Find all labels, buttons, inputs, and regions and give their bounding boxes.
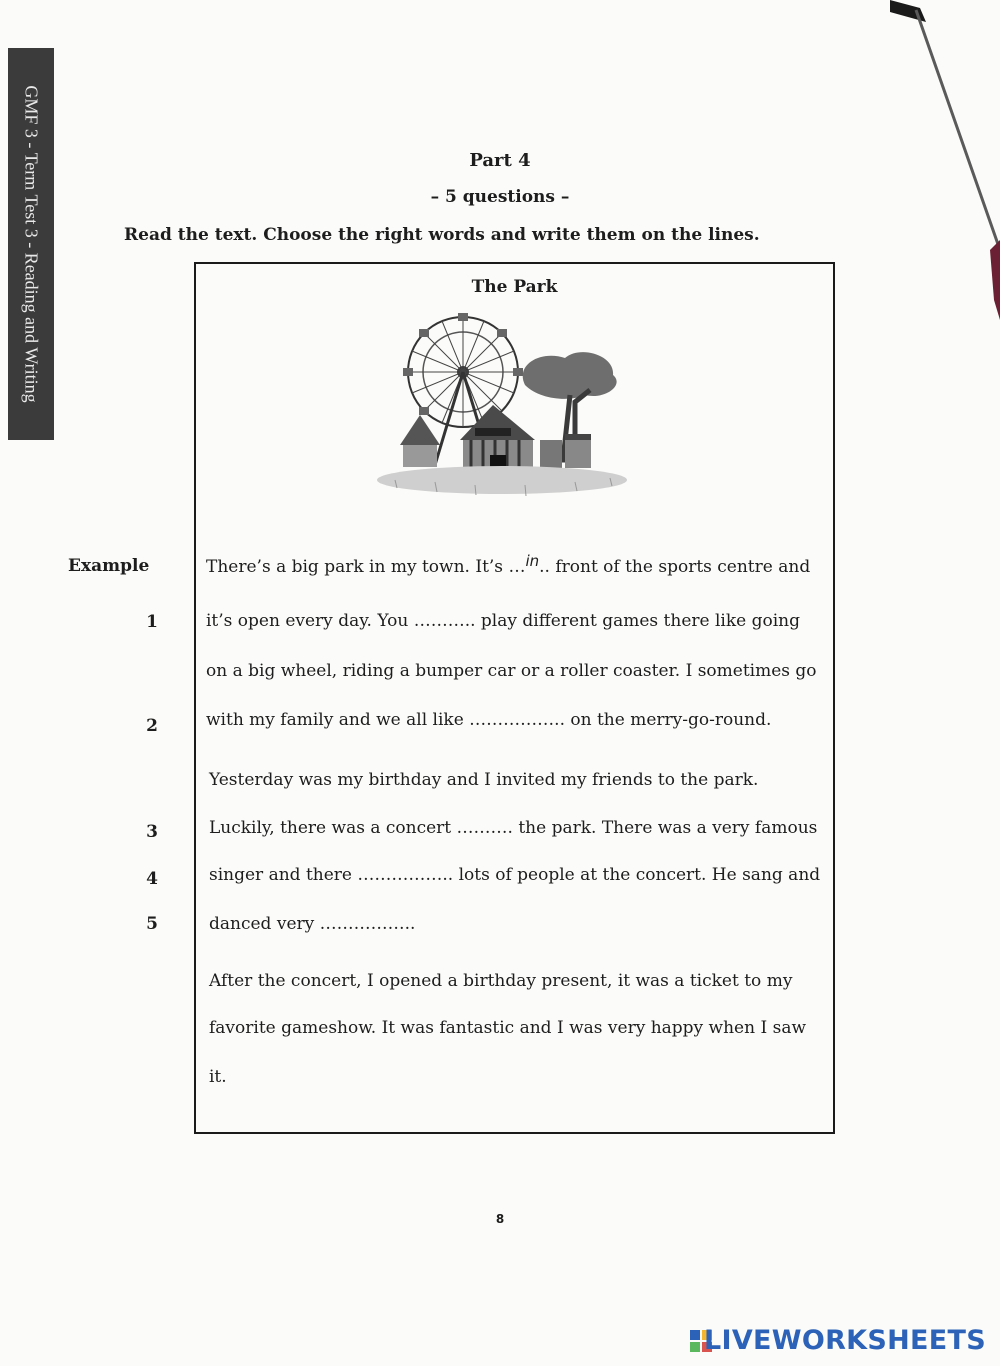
story-line-example xyxy=(206,552,811,577)
story-line xyxy=(209,971,792,991)
line-text: on the merry-go-round. xyxy=(564,710,772,730)
brand-watermark[interactable]: LIVEWORKSHEETS xyxy=(703,1325,986,1356)
question-number-5: 5 xyxy=(146,914,158,934)
line-text: There’s a big park in my town. It’s xyxy=(206,557,509,577)
question-number-1: 1 xyxy=(146,612,158,632)
answer-blank-3[interactable]: ………. xyxy=(456,818,513,838)
line-text: it’s open every day. You xyxy=(206,611,414,631)
story-line xyxy=(209,1067,227,1087)
question-number-4: 4 xyxy=(146,869,158,889)
answer-blank-5[interactable]: …………….. xyxy=(319,914,416,934)
story-line-3 xyxy=(209,818,817,838)
line-text: with my family and we all like xyxy=(206,710,470,730)
line-text: lots of people at the concert. He sang and xyxy=(453,865,821,885)
answer-blank-example: … xyxy=(508,557,526,577)
side-tab-label: GMF 3 - Term Test 3 - Reading and Writing xyxy=(21,85,42,403)
answer-blank-2[interactable]: …………….. xyxy=(469,710,565,730)
line-text: After the concert, I opened a birthday present, it was a ticket to my xyxy=(209,971,793,991)
line-text: the park. There was a very famous xyxy=(512,818,818,838)
story-line-5 xyxy=(209,914,415,934)
example-answer: in xyxy=(525,552,540,570)
park-illustration xyxy=(375,310,630,505)
part-title: Part 4 xyxy=(469,150,531,171)
story-line xyxy=(209,1018,806,1038)
story-title: The Park xyxy=(471,277,558,297)
question-count: – 5 questions – xyxy=(430,187,570,207)
instruction: Read the text. Choose the right words and write them on the lines. xyxy=(124,225,760,245)
example-label: Example xyxy=(68,556,150,576)
line-text: favorite gameshow. It was fantastic and I was very happy when I saw xyxy=(209,1018,807,1038)
story-line-2 xyxy=(206,710,771,730)
page-number: 8 xyxy=(495,1212,505,1226)
story-line xyxy=(206,661,817,681)
line-text: it. xyxy=(209,1067,227,1087)
line-text: on a big wheel, riding a bumper car or a roller coaster. I sometimes go xyxy=(206,661,817,681)
story-line-1 xyxy=(206,611,800,631)
answer-blank-1[interactable]: ……….. xyxy=(413,611,476,631)
line-text: .. front of the sports centre and xyxy=(539,557,811,577)
story-line xyxy=(209,770,758,790)
line-text: danced very xyxy=(209,914,320,934)
line-text: singer and there xyxy=(209,865,358,885)
question-number-2: 2 xyxy=(146,716,158,736)
line-text: Luckily, there was a concert xyxy=(209,818,457,838)
line-text: play different games there like going xyxy=(475,611,800,631)
story-line-4 xyxy=(209,865,820,885)
line-text: Yesterday was my birthday and I invited my friends to the park. xyxy=(209,770,759,790)
question-number-3: 3 xyxy=(146,822,158,842)
answer-blank-4[interactable]: …………….. xyxy=(357,865,454,885)
